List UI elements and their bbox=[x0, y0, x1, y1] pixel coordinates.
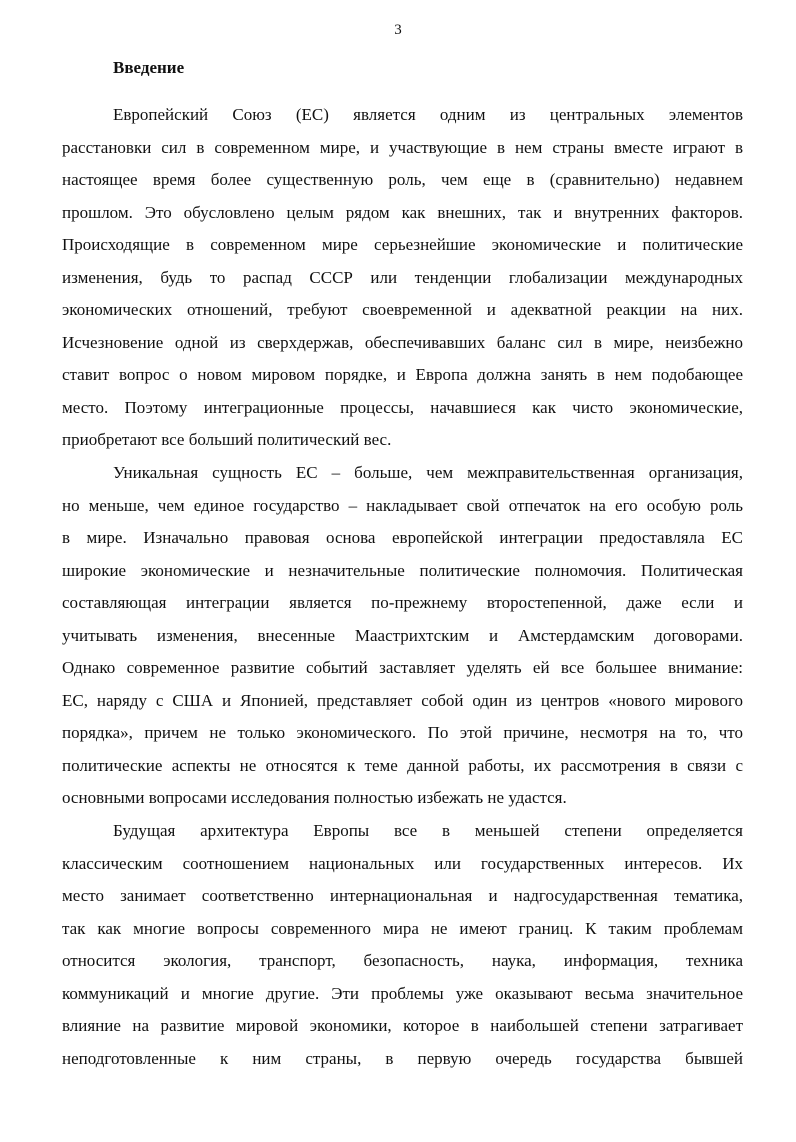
text-line: Европейский Союз (ЕС) является одним из центральных элементов bbox=[113, 105, 743, 124]
text-line: составляющая интеграции является по-прежнему второстепенной, даже если и bbox=[62, 593, 743, 613]
text-line: относится экология, транспорт, безопасность, наука, информация, техника bbox=[62, 951, 743, 971]
text-line: учитывать изменения, внесенные Маастрихтским и Амстердамским договорами. bbox=[62, 625, 743, 645]
text-line: Исчезновение одной из сверхдержав, обеспечивавших баланс сил в мире, неизбежно bbox=[62, 332, 743, 352]
body-text bbox=[62, 99, 743, 1075]
text-line: влияние на развитие мировой экономики, которое в наибольшей степени затрагивает bbox=[62, 1016, 743, 1036]
text-line: изменения, будь то распад СССР или тенденции глобализации международных bbox=[62, 267, 743, 287]
text-line: политические аспекты не относятся к теме данной работы, их рассмотрения в связи с bbox=[62, 755, 743, 775]
text-line: Происходящие в современном мире серьезнейшие экономические и политические bbox=[62, 235, 743, 255]
text-line: прошлом. Это обусловлено целым рядом как внешних, так и внутренних факторов. bbox=[62, 202, 743, 222]
text-line: классическим соотношением национальных или государственных интересов. Их bbox=[62, 853, 743, 873]
text-line: неподготовленные к ним страны, в первую очередь государства бывшей bbox=[62, 1048, 743, 1068]
text-line: Будущая архитектура Европы все в меньшей степени определяется bbox=[113, 821, 743, 841]
text-line: расстановки сил в современном мире, и участвующие в нем страны вместе играют в bbox=[62, 137, 743, 157]
text-line: в мире. Изначально правовая основа европейской интеграции предоставляла ЕС bbox=[62, 528, 743, 548]
text-line: так как многие вопросы современного мира не имеют границ. К таким проблемам bbox=[62, 918, 743, 938]
section-heading: Введение bbox=[113, 58, 185, 77]
text-line: экономических отношений, требуют своевременной и адекватной реакции на них. bbox=[62, 300, 743, 320]
text-line: но меньше, чем единое государство – накладывает свой отпечаток на его особую роль bbox=[62, 495, 743, 515]
text-line: основными вопросами исследования полностью избежать не удастся. bbox=[62, 788, 567, 808]
text-line: ставит вопрос о новом мировом порядке, и Европа должна занять в нем подобающее bbox=[62, 365, 743, 385]
text-line: настоящее время более существенную роль, чем еще в (сравнительно) недавнем bbox=[62, 170, 743, 190]
text-line: Однако современное развитие событий заставляет уделять ей все большее внимание: bbox=[62, 658, 743, 678]
text-line: место занимает соответственно интернациональная и надгосударственная тематика, bbox=[62, 886, 743, 906]
text-line: коммуникаций и многие другие. Эти проблемы уже оказывают весьма значительное bbox=[62, 983, 743, 1003]
text-line: приобретают все больший политический вес. bbox=[62, 430, 392, 450]
text-line: порядка», причем не только экономического. По этой причине, несмотря на то, что bbox=[62, 723, 743, 743]
text-line: широкие экономические и незначительные политические полномочия. Политическая bbox=[62, 560, 743, 580]
text-line: место. Поэтому интеграционные процессы, начавшиеся как чисто экономические, bbox=[62, 397, 743, 417]
text-line: Уникальная сущность ЕС – больше, чем межправительственная организация, bbox=[113, 463, 743, 483]
page-number: 3 bbox=[394, 22, 402, 38]
text-line: ЕС, наряду с США и Японией, представляет собой один из центров «нового мирового bbox=[62, 690, 743, 710]
